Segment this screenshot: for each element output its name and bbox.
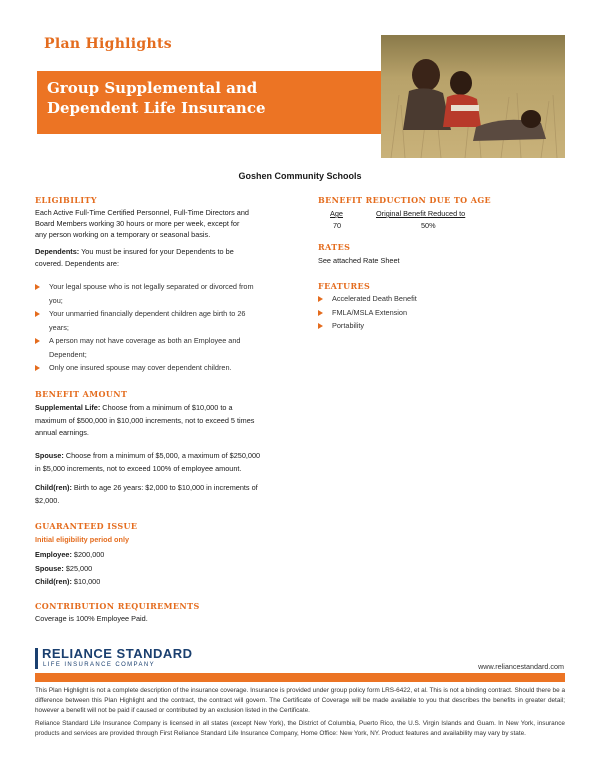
benefit-amount-heading: BENEFIT AMOUNT: [35, 389, 128, 399]
bullet-text: Dependent;: [49, 349, 87, 359]
website-url: www.reliancestandard.com: [478, 662, 564, 671]
bullet-text: you;: [49, 295, 63, 305]
children-line-2: $2,000.: [35, 495, 60, 505]
plan-highlights-label: Plan Highlights: [44, 36, 172, 52]
disclaimer-2-line-3: availability may vary by state.: [442, 730, 526, 737]
logo-main-text: RELIANCE STANDARD: [42, 646, 193, 661]
rates-text: See attached Rate Sheet: [318, 256, 400, 265]
list-item: [318, 306, 417, 320]
list-item: [318, 319, 417, 333]
contribution-text: Coverage is 100% Employee Paid.: [35, 614, 148, 623]
spouse-label: Spouse:: [35, 451, 64, 460]
bullet-text: Your legal spouse who is not legally separated or divorced from: [49, 282, 254, 291]
list-item: [35, 348, 254, 362]
eligibility-line-2: Board Members working 30 hours or more per week, except for: [35, 219, 240, 228]
dependents-line-2: covered. Dependents are:: [35, 259, 119, 268]
list-item: [35, 334, 254, 348]
eligibility-line-3: any person working on a temporary or seasonal basis.: [35, 230, 211, 239]
reliance-standard-logo: [35, 646, 205, 670]
title-banner: [37, 71, 381, 134]
list-item: [318, 292, 417, 306]
eligibility-text: [35, 207, 249, 240]
supplemental-line-3: annual earnings.: [35, 428, 89, 437]
dependents-line-1: You must be insured for your Dependents to be: [79, 247, 234, 256]
feature-text: FMLA/MSLA Extension: [332, 307, 408, 317]
eligibility-line-1: Each Active Full-Time Certified Personnel, Full-Time Directors and: [35, 208, 249, 217]
list-item: [35, 280, 254, 294]
children-line-1: Birth to age 26 years: $2,000 to $10,000 in increments of: [71, 483, 258, 492]
gi-spouse-label: Spouse:: [35, 563, 64, 573]
dependents-list: [35, 280, 254, 375]
supplemental-life-text: [35, 402, 254, 440]
guaranteed-issue-subheading: Initial eligibility period only: [35, 535, 130, 544]
gi-employee-value: $200,000: [71, 550, 105, 559]
dependents-text: [35, 246, 234, 270]
dependents-label: Dependents:: [35, 247, 80, 256]
gi-employee-label: Employee:: [35, 550, 72, 559]
feature-text: Portability: [332, 321, 365, 330]
rates-heading: RATES: [318, 242, 351, 252]
gi-children-value: $10,000: [71, 577, 101, 586]
reduced-column-header: Original Benefit Reduced to: [376, 209, 466, 218]
eligibility-heading: ELIGIBILITY: [35, 195, 97, 205]
disclaimer-paragraph-1: [35, 686, 565, 716]
disclaimer-1-line-2: Should there be a difference between this Plan Highlight and the contract, the contract will govern. The Certificate of Coverage will be made available to you that: [35, 687, 565, 704]
list-item: [35, 307, 254, 321]
contribution-heading: CONTRIBUTION REQUIREMENTS: [35, 601, 200, 611]
reduced-value: 50%: [421, 221, 436, 230]
bullet-text: Only one insured spouse may cover dependent children.: [49, 363, 232, 372]
age-value: 70: [333, 221, 342, 230]
school-name: Goshen Community Schools: [238, 171, 362, 181]
gi-spouse-value: $25,000: [63, 563, 93, 573]
gi-children-label: Child(ren):: [35, 577, 72, 586]
children-label: Child(ren):: [35, 483, 72, 492]
disclaimer-2-line-1: Reliance Standard Life Insurance Company is licensed in all states (except New York), the District of Columbia, Puerto Rico, the U.S. Virgin Islands and Guam. In New: [35, 720, 519, 727]
bullet-text: Your unmarried financially dependent children age birth to 26: [49, 309, 246, 318]
age-column-header: Age: [330, 209, 343, 218]
spouse-text: [35, 450, 260, 475]
title-line-2: Dependent Life Insurance: [47, 99, 266, 117]
spouse-line-1: Choose from a minimum of $5,000, a maximum of $250,000: [63, 451, 261, 460]
children-text: [35, 482, 258, 507]
disclaimer-1-line-3: describes the benefits in greater detail; however a benefit will not be paid if caused or contributed by an exclusion listed in the Certificate.: [35, 697, 565, 714]
feature-text: Accelerated Death Benefit: [332, 294, 417, 303]
title-line-1: Group Supplemental and: [47, 79, 258, 97]
list-item: [35, 294, 254, 308]
supplemental-line-1: Choose from a minimum of $10,000 to a: [100, 403, 233, 412]
list-item: [35, 361, 254, 375]
features-heading: FEATURES: [318, 281, 371, 291]
bullet-text: A person may not have coverage as both an Employee and: [49, 336, 241, 345]
benefit-reduction-heading: BENEFIT REDUCTION DUE TO AGE: [318, 195, 492, 205]
disclaimer-1-line-1: This Plan Highlight is not a complete description of the insurance coverage. Insurance is provided under group policy form LRS-6422, et al. This is not a binding contract.: [35, 687, 513, 694]
supplemental-life-label: Supplemental Life:: [35, 403, 101, 412]
supplemental-line-2: maximum of $500,000 in $10,000 increments, not to exceed 5 times: [35, 415, 255, 425]
features-list: [318, 292, 417, 333]
guaranteed-issue-heading: GUARANTEED ISSUE: [35, 521, 138, 531]
document-title: [47, 78, 266, 118]
disclaimer-paragraph-2: [35, 719, 565, 739]
list-item: [35, 321, 254, 335]
footer-divider: [35, 673, 565, 682]
family-photo: [381, 35, 565, 158]
guaranteed-issue-values: [35, 548, 104, 589]
spouse-line-2: in $5,000 increments, not to exceed 100% of employee amount.: [35, 463, 242, 473]
logo-sub-text: LIFE INSURANCE COMPANY: [43, 662, 156, 668]
bullet-text: years;: [49, 322, 69, 332]
disclaimer-2-line-2: York, insurance products and services are provided through First Reliance Standard Life Insurance Company, Home Office: New York, NY. Product features and: [35, 720, 565, 737]
